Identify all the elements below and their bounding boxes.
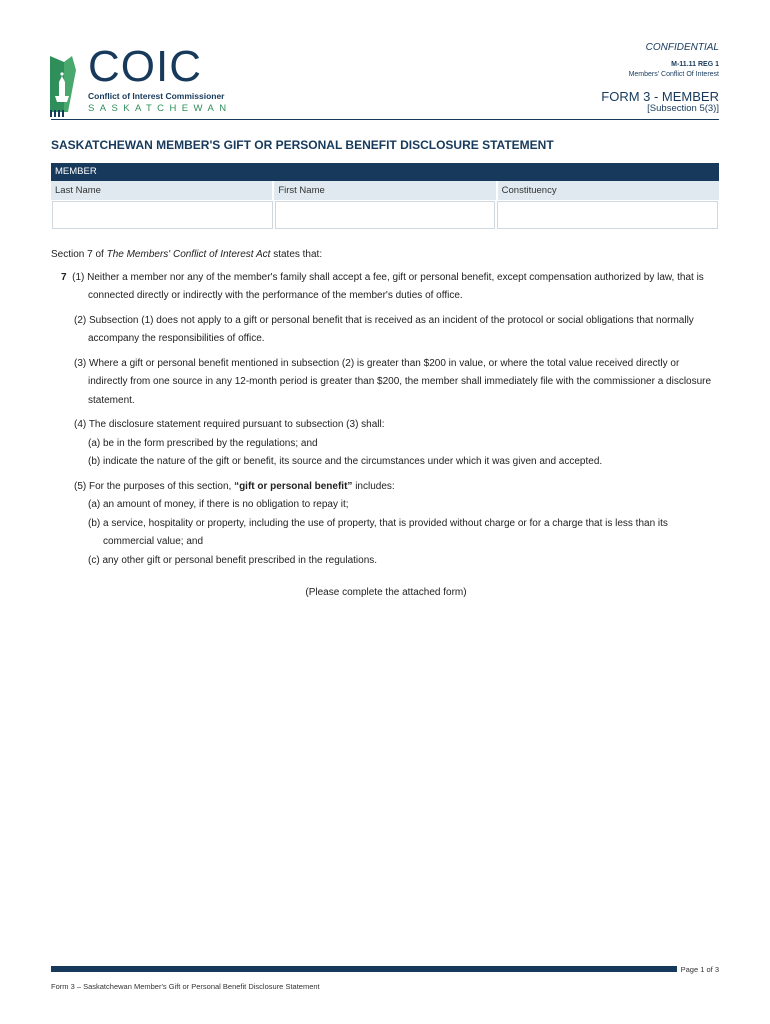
subsection-4a: (a) be in the form prescribed by the regulations; and — [88, 437, 318, 449]
footer-form-name: Form 3 – Saskatchewan Member's Gift or Personal Benefit Disclosure Statement — [51, 982, 320, 991]
constituency-header: Constituency — [498, 181, 719, 200]
member-table — [51, 163, 719, 229]
legislature-icon — [46, 52, 86, 118]
member-table-header-row — [51, 181, 719, 200]
coic-logo — [46, 42, 232, 120]
logo-province: SASKATCHEWAN — [88, 103, 232, 114]
subsection-2: (2) Subsection (1) does not apply to a gift or personal benefit that is received as an incident of the protocol or social obligations that normally accompany the responsibilities of office. — [74, 314, 694, 344]
member-table-input-row — [51, 200, 719, 229]
subsection-4b: (b) indicate the nature of the gift or benefit, its source and the circumstances under which it was given and accepted. — [88, 456, 603, 467]
subsection-5: (5) For the purposes of this section, “gift or personal benefit” includes: — [74, 480, 395, 492]
statute-text — [51, 246, 721, 603]
subsection-1: 7 (1) Neither a member nor any of the member's family shall accept a fee, gift or personal benefit, except compensation authorized by law, that is connected directly or indirectly with the performance of the member's duties of office. — [61, 271, 704, 301]
subsection-reference: [Subsection 5(3)] — [647, 103, 719, 114]
member-table-heading: MEMBER — [51, 163, 719, 181]
last-name-header: Last Name — [51, 181, 274, 200]
first-name-field[interactable] — [275, 201, 496, 229]
confidential-label: CONFIDENTIAL — [645, 42, 719, 53]
subsection-5b: (b) a service, hospitality or property, including the use of property, that is provided without charge or for a charge that is less than its commercial value; and — [88, 517, 668, 547]
first-name-header: First Name — [274, 181, 497, 200]
logo-tagline: Conflict of Interest Commissioner — [88, 91, 225, 101]
header-divider — [51, 119, 719, 120]
subsection-4: (4) The disclosure statement required pursuant to subsection (3) shall: — [74, 419, 385, 430]
intro-paragraph: Section 7 of The Members' Conflict of Interest Act states that: — [51, 249, 323, 260]
logo-wordmark: COIC — [88, 42, 202, 91]
form-title: FORM 3 - MEMBER — [601, 89, 719, 104]
section-number: 7 — [61, 271, 67, 283]
subsection-5c: (c) any other gift or personal benefit prescribed in the regulations. — [88, 554, 378, 566]
constituency-field[interactable] — [497, 201, 718, 229]
page-title: SASKATCHEWAN MEMBER'S GIFT OR PERSONAL BENEFIT DISCLOSURE STATEMENT — [51, 138, 554, 152]
completion-note: (Please complete the attached form) — [305, 587, 467, 598]
last-name-field[interactable] — [52, 201, 273, 229]
page-number: Page 1 of 3 — [680, 965, 719, 974]
act-title: The Members' Conflict of Interest Act — [106, 249, 271, 260]
defined-term: “gift or personal benefit” — [234, 480, 353, 492]
regulation-number: M-11.11 REG 1 — [671, 61, 719, 68]
footer-bar — [51, 966, 677, 972]
act-name: Members' Conflict Of Interest — [628, 71, 719, 78]
subsection-5a: (a) an amount of money, if there is no obligation to repay it; — [88, 499, 349, 510]
subsection-3: (3) Where a gift or personal benefit mentioned in subsection (2) is greater than $200 in value, or where the total value received directly or indirectly from one source in any 12-month period is greater than $200, the member shall immediately file with the commissioner a disclosure statement. — [74, 357, 712, 406]
